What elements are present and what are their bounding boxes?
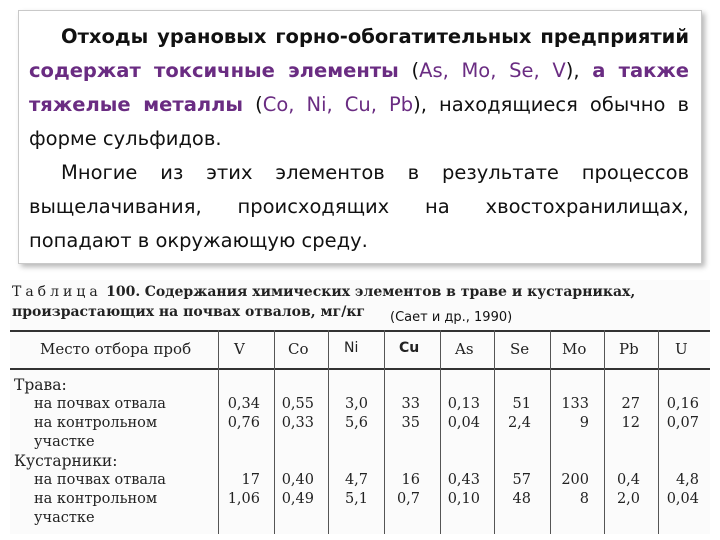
table-caption-line1 bbox=[12, 282, 635, 302]
table-cell: 0,7 bbox=[396, 491, 420, 507]
table-cell: 0,76 bbox=[227, 415, 260, 431]
header-col-se: Se bbox=[510, 340, 530, 358]
row-label-grass-control-2: участке bbox=[34, 434, 95, 450]
row-label-shrubs-control: на контрольном bbox=[34, 491, 158, 507]
table-cell: 33 bbox=[401, 396, 420, 412]
table-caption-line2: произрастающих на почвах отвалов, мг/кг bbox=[12, 304, 366, 320]
table-cell: 35 bbox=[401, 415, 420, 431]
table-cell: 3,0 bbox=[344, 396, 368, 412]
table-cell: 0,34 bbox=[227, 396, 260, 412]
para1-metals-list: Co, Ni, Cu, Pb bbox=[262, 93, 414, 116]
group-label-grass: Трава: bbox=[14, 376, 67, 394]
row-label-grass-dump: на почвах отвала bbox=[34, 396, 166, 412]
table-cell: 200 bbox=[561, 472, 589, 488]
paragraph-2: Многие из этих элементов в результате процессов выщелачивания, происходящих на хвостохранилищах, попадают в окружающую среду. bbox=[29, 161, 689, 252]
header-col-mo: Mo bbox=[562, 340, 587, 358]
table-cell: 0,04 bbox=[666, 491, 699, 507]
col-divider bbox=[328, 330, 329, 534]
table-cell: 16 bbox=[401, 472, 420, 488]
table-cell: 0,33 bbox=[281, 415, 314, 431]
table-cell: 0,49 bbox=[281, 491, 314, 507]
header-col-v: V bbox=[234, 340, 245, 358]
para1-close-paren-1: ), bbox=[565, 59, 593, 82]
header-place: Место отбора проб bbox=[40, 340, 192, 358]
table-cell: 0,16 bbox=[666, 396, 699, 412]
table-cell: 2,4 bbox=[507, 415, 531, 431]
col-divider bbox=[440, 330, 441, 534]
para1-toxic-list: As, Mo, Se, V bbox=[419, 59, 566, 82]
para1-bold-lead: Отходы урановых горно-обогатительных предприятий bbox=[61, 25, 689, 48]
table-cell: 48 bbox=[512, 491, 531, 507]
table-source: (Сает и др., 1990) bbox=[390, 310, 513, 325]
table-cell: 1,06 bbox=[227, 491, 260, 507]
table-cell: 2,0 bbox=[616, 491, 640, 507]
col-divider bbox=[658, 330, 659, 534]
para1-highlight-metals: а также тяжелые металлы bbox=[29, 59, 689, 116]
table-cell: 0,40 bbox=[281, 472, 314, 488]
col-divider bbox=[274, 330, 275, 534]
table-cell: 17 bbox=[241, 472, 260, 488]
table-cell: 51 bbox=[512, 396, 531, 412]
table-cell: 5,1 bbox=[344, 491, 368, 507]
table-cell: 0,07 bbox=[666, 415, 699, 431]
col-divider bbox=[550, 330, 551, 534]
header-col-cu: Cu bbox=[399, 340, 420, 356]
text-slide-box bbox=[18, 10, 702, 264]
table-cell: 0,13 bbox=[447, 396, 480, 412]
table-cell: 9 bbox=[579, 415, 589, 431]
row-label-shrubs-control-2: участке bbox=[34, 510, 95, 526]
col-divider bbox=[218, 330, 219, 534]
table-cell: 57 bbox=[512, 472, 531, 488]
para1-open-paren-1: ( bbox=[398, 59, 420, 82]
header-col-co: Co bbox=[288, 340, 309, 358]
para1-close-paren-2: ), bbox=[413, 93, 439, 116]
col-divider bbox=[494, 330, 495, 534]
table-cell: 4,8 bbox=[675, 472, 699, 488]
table-cell: 4,7 bbox=[344, 472, 368, 488]
header-col-ni: Ni bbox=[344, 340, 359, 356]
row-label-shrubs-dump: на почвах отвала bbox=[34, 472, 166, 488]
header-col-as: As bbox=[455, 340, 474, 358]
col-divider bbox=[604, 330, 605, 534]
table-cell: 12 bbox=[621, 415, 640, 431]
para1-tail: находящиеся обычно в форме сульфидов. bbox=[29, 93, 689, 150]
table-cell: 0,04 bbox=[447, 415, 480, 431]
paragraph-1 bbox=[29, 20, 689, 156]
table-top-rule bbox=[10, 330, 710, 332]
table-cell: 0,43 bbox=[447, 472, 480, 488]
table-cell: 8 bbox=[579, 491, 589, 507]
scanned-table bbox=[10, 280, 710, 534]
para1-highlight-toxic: содержат токсичные элементы bbox=[29, 59, 399, 82]
table-cell: 0,55 bbox=[281, 396, 314, 412]
caption-lead: Таблица bbox=[12, 284, 102, 300]
group-label-shrubs: Кустарники: bbox=[14, 452, 118, 470]
table-cell: 5,6 bbox=[344, 415, 368, 431]
para1-open-paren-2: ( bbox=[243, 93, 263, 116]
col-divider bbox=[384, 330, 385, 534]
table-cell: 0,4 bbox=[616, 472, 640, 488]
caption-text-1: Содержания химических элементов в траве и кустарниках, bbox=[144, 284, 636, 300]
table-header-rule bbox=[10, 368, 710, 370]
header-col-pb: Pb bbox=[619, 340, 639, 358]
caption-number: 100. bbox=[106, 284, 141, 300]
row-label-grass-control: на контрольном bbox=[34, 415, 158, 431]
table-cell: 133 bbox=[561, 396, 589, 412]
header-col-u: U bbox=[675, 340, 688, 358]
table-cell: 0,10 bbox=[447, 491, 480, 507]
table-cell: 27 bbox=[621, 396, 640, 412]
